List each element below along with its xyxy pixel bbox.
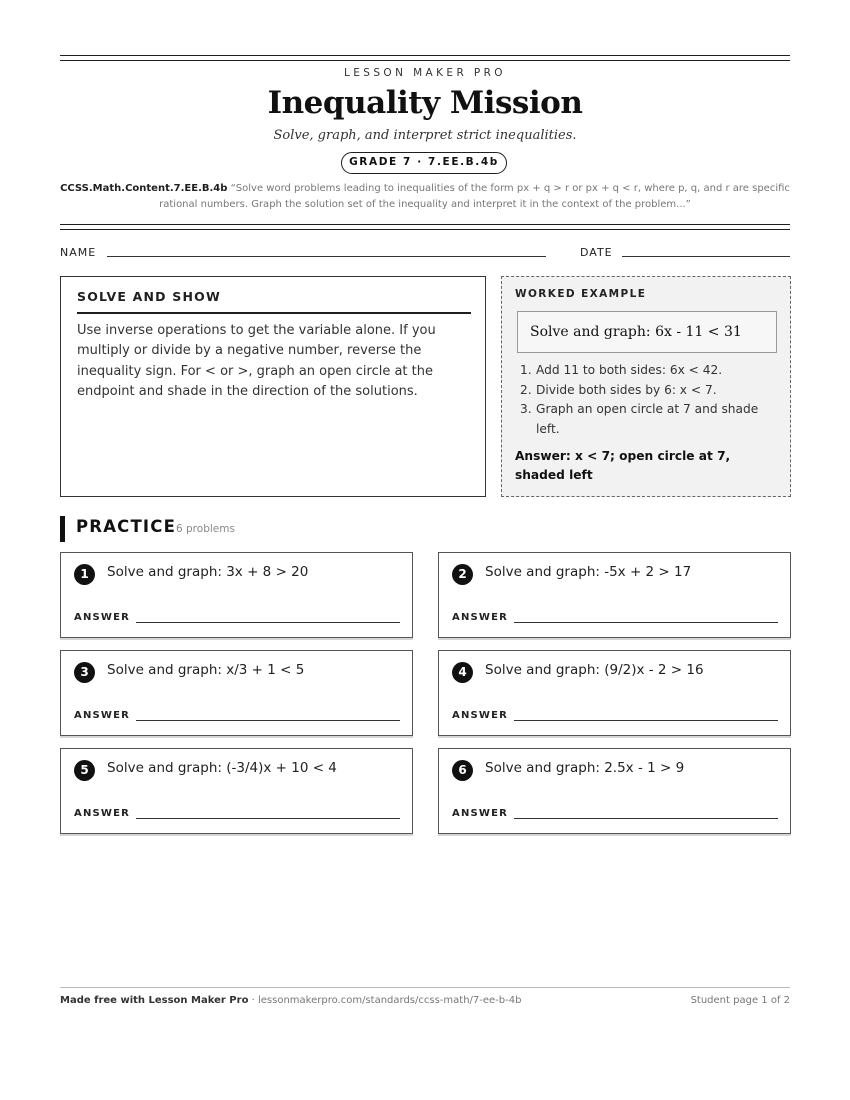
problem-number-badge: 5 — [74, 760, 95, 781]
answer-field[interactable] — [136, 818, 400, 819]
standard-code: CCSS.Math.Content.7.EE.B.4b — [60, 183, 228, 194]
problem-number-badge: 4 — [452, 662, 473, 683]
answer-field[interactable] — [514, 720, 778, 721]
worked-example-box — [501, 276, 791, 497]
answer-label: ANSWER — [74, 710, 131, 721]
worksheet-page — [60, 0, 790, 1100]
footer-credit — [60, 995, 521, 1006]
worked-step: 2. Divide both sides by 6: x < 7. — [520, 382, 717, 397]
footer-url[interactable]: lessonmakerpro.com/standards/ccss-math/7-ee-b-4b — [257, 995, 522, 1006]
practice-card-5 — [60, 748, 413, 834]
practice-card-6 — [438, 748, 791, 834]
practice-title: PRACTICE — [76, 517, 177, 536]
practice-card-3 — [60, 650, 413, 736]
practice-count: 6 problems — [176, 523, 235, 535]
problem-text: Solve and graph: (-3/4)x + 10 < 4 — [107, 760, 337, 776]
worked-heading: WORKED EXAMPLE — [515, 288, 647, 300]
solve-divider — [77, 312, 471, 314]
problem-text: Solve and graph: (9/2)x - 2 > 16 — [485, 662, 704, 678]
footer-page-number: Student page 1 of 2 — [690, 995, 790, 1006]
worked-steps — [520, 361, 782, 439]
answer-field[interactable] — [136, 720, 400, 721]
answer-field[interactable] — [514, 818, 778, 819]
answer-label: ANSWER — [74, 808, 131, 819]
worked-answer: Answer: x < 7; open circle at 7, shaded left — [515, 449, 731, 482]
problem-number-badge: 1 — [74, 564, 95, 585]
problem-number-badge: 3 — [74, 662, 95, 683]
worked-step: 1. Add 11 to both sides: 6x < 42. — [520, 363, 723, 377]
practice-accent-bar — [60, 516, 65, 542]
solve-instructions: Use inverse operations to get the variable alone. If you multiply or divide by a negative number, reverse the inequality sign. For < or >, graph an open circle at the endpoint and shade in the direction of the solutions. — [77, 323, 436, 399]
practice-card-1 — [60, 552, 413, 638]
footer-rule — [60, 987, 790, 988]
brand-name: LESSON MAKER PRO — [344, 67, 506, 79]
name-label: NAME — [60, 246, 97, 259]
problem-number-badge: 2 — [452, 564, 473, 585]
footer-made-with: Made free with Lesson Maker Pro — [60, 995, 249, 1006]
problem-text: Solve and graph: -5x + 2 > 17 — [485, 564, 692, 580]
answer-field[interactable] — [136, 622, 400, 623]
problem-text: Solve and graph: 2.5x - 1 > 9 — [485, 760, 685, 776]
answer-label: ANSWER — [452, 710, 509, 721]
solve-and-show-box — [60, 276, 486, 497]
practice-card-2 — [438, 552, 791, 638]
worked-step: 3. Graph an open circle at 7 and shade left. — [520, 402, 759, 436]
grade-badge: GRADE 7 · 7.EE.B.4b — [341, 152, 507, 174]
answer-label: ANSWER — [74, 612, 131, 623]
worksheet-title: Inequality Mission — [267, 85, 583, 121]
worksheet-subtitle: Solve, graph, and interpret strict inequalities. — [273, 128, 577, 143]
practice-card-4 — [438, 650, 791, 736]
footer-separator: · — [248, 995, 258, 1006]
answer-field[interactable] — [514, 622, 778, 623]
solve-heading: SOLVE AND SHOW — [77, 289, 221, 304]
answer-label: ANSWER — [452, 612, 509, 623]
standard-quote: “Solve word problems leading to inequalities of the form px + q > r or px + q < r, where p, q, and r are specific rational numbers. Graph the solution set of the inequality and interpret it in the context of the problem...” — [159, 183, 790, 210]
date-field[interactable] — [622, 256, 790, 257]
name-field[interactable] — [107, 256, 546, 257]
header-bottom-double-rule — [60, 224, 790, 230]
problem-text: Solve and graph: 3x + 8 > 20 — [107, 564, 309, 580]
standard-description — [60, 181, 790, 213]
date-label: DATE — [580, 246, 613, 259]
worked-problem: Solve and graph: 6x - 11 < 31 — [517, 311, 777, 353]
problem-number-badge: 6 — [452, 760, 473, 781]
top-double-rule — [60, 55, 790, 61]
problem-text: Solve and graph: x/3 + 1 < 5 — [107, 662, 305, 678]
answer-label: ANSWER — [452, 808, 509, 819]
